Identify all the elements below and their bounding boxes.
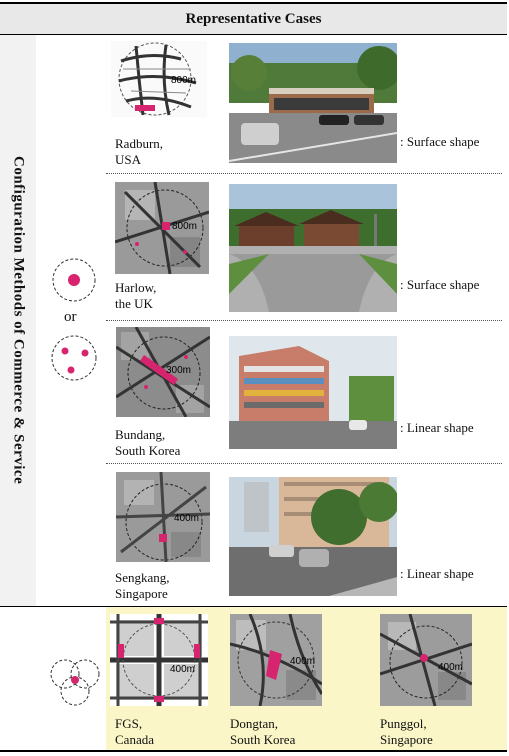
harlow-map	[115, 182, 209, 274]
case-label: Sengkang, Singapore	[115, 570, 170, 601]
bundang-map	[116, 327, 210, 417]
case-label: FGS, Canada	[115, 716, 154, 747]
punggol-map	[380, 614, 472, 706]
side-label	[5, 38, 31, 603]
radburn-radius: 800m	[171, 75, 197, 86]
side-label-text: Configuration Methods of Commerce & Service	[10, 156, 27, 485]
dongtan-radius: 400m	[290, 656, 316, 667]
case-label: Harlow, the UK	[115, 280, 157, 311]
shape-label: : Linear shape	[400, 566, 474, 581]
fgs-radius: 400m	[170, 664, 196, 675]
radburn-photo	[229, 43, 397, 163]
radburn-map	[111, 41, 207, 117]
or-label: or	[64, 309, 77, 325]
sengkang-map	[116, 472, 210, 562]
shape-label: : Surface shape	[400, 277, 480, 292]
fgs-map	[110, 614, 208, 706]
overlapping-centers-icon	[48, 654, 102, 708]
row-separator	[106, 463, 502, 464]
shape-label: : Surface shape	[400, 134, 480, 149]
sengkang-photo	[229, 477, 397, 596]
harlow-radius: 800m	[172, 221, 198, 232]
case-label: Radburn, USA	[115, 136, 164, 167]
bottom-left-cell	[0, 607, 36, 750]
header-title: Representative Cases	[185, 10, 322, 27]
case-label: Bundang, South Korea	[115, 427, 181, 458]
punggol-radius: 400m	[438, 662, 464, 673]
harlow-photo	[229, 184, 397, 312]
bundang-photo	[229, 336, 397, 449]
case-label: Punggol, Singapore	[380, 716, 433, 747]
dongtan-map	[230, 614, 322, 706]
sengkang-radius: 400m	[174, 513, 200, 524]
row-separator	[106, 320, 502, 321]
single-center-icon	[50, 256, 98, 304]
distributed-centers-icon	[49, 333, 99, 383]
case-label: Dongtan, South Korea	[230, 716, 296, 747]
table-bottom-rule	[0, 750, 507, 752]
bundang-radius: 300m	[166, 365, 192, 376]
table-header	[0, 4, 507, 35]
shape-label: : Linear shape	[400, 420, 474, 435]
row-separator	[106, 173, 502, 174]
